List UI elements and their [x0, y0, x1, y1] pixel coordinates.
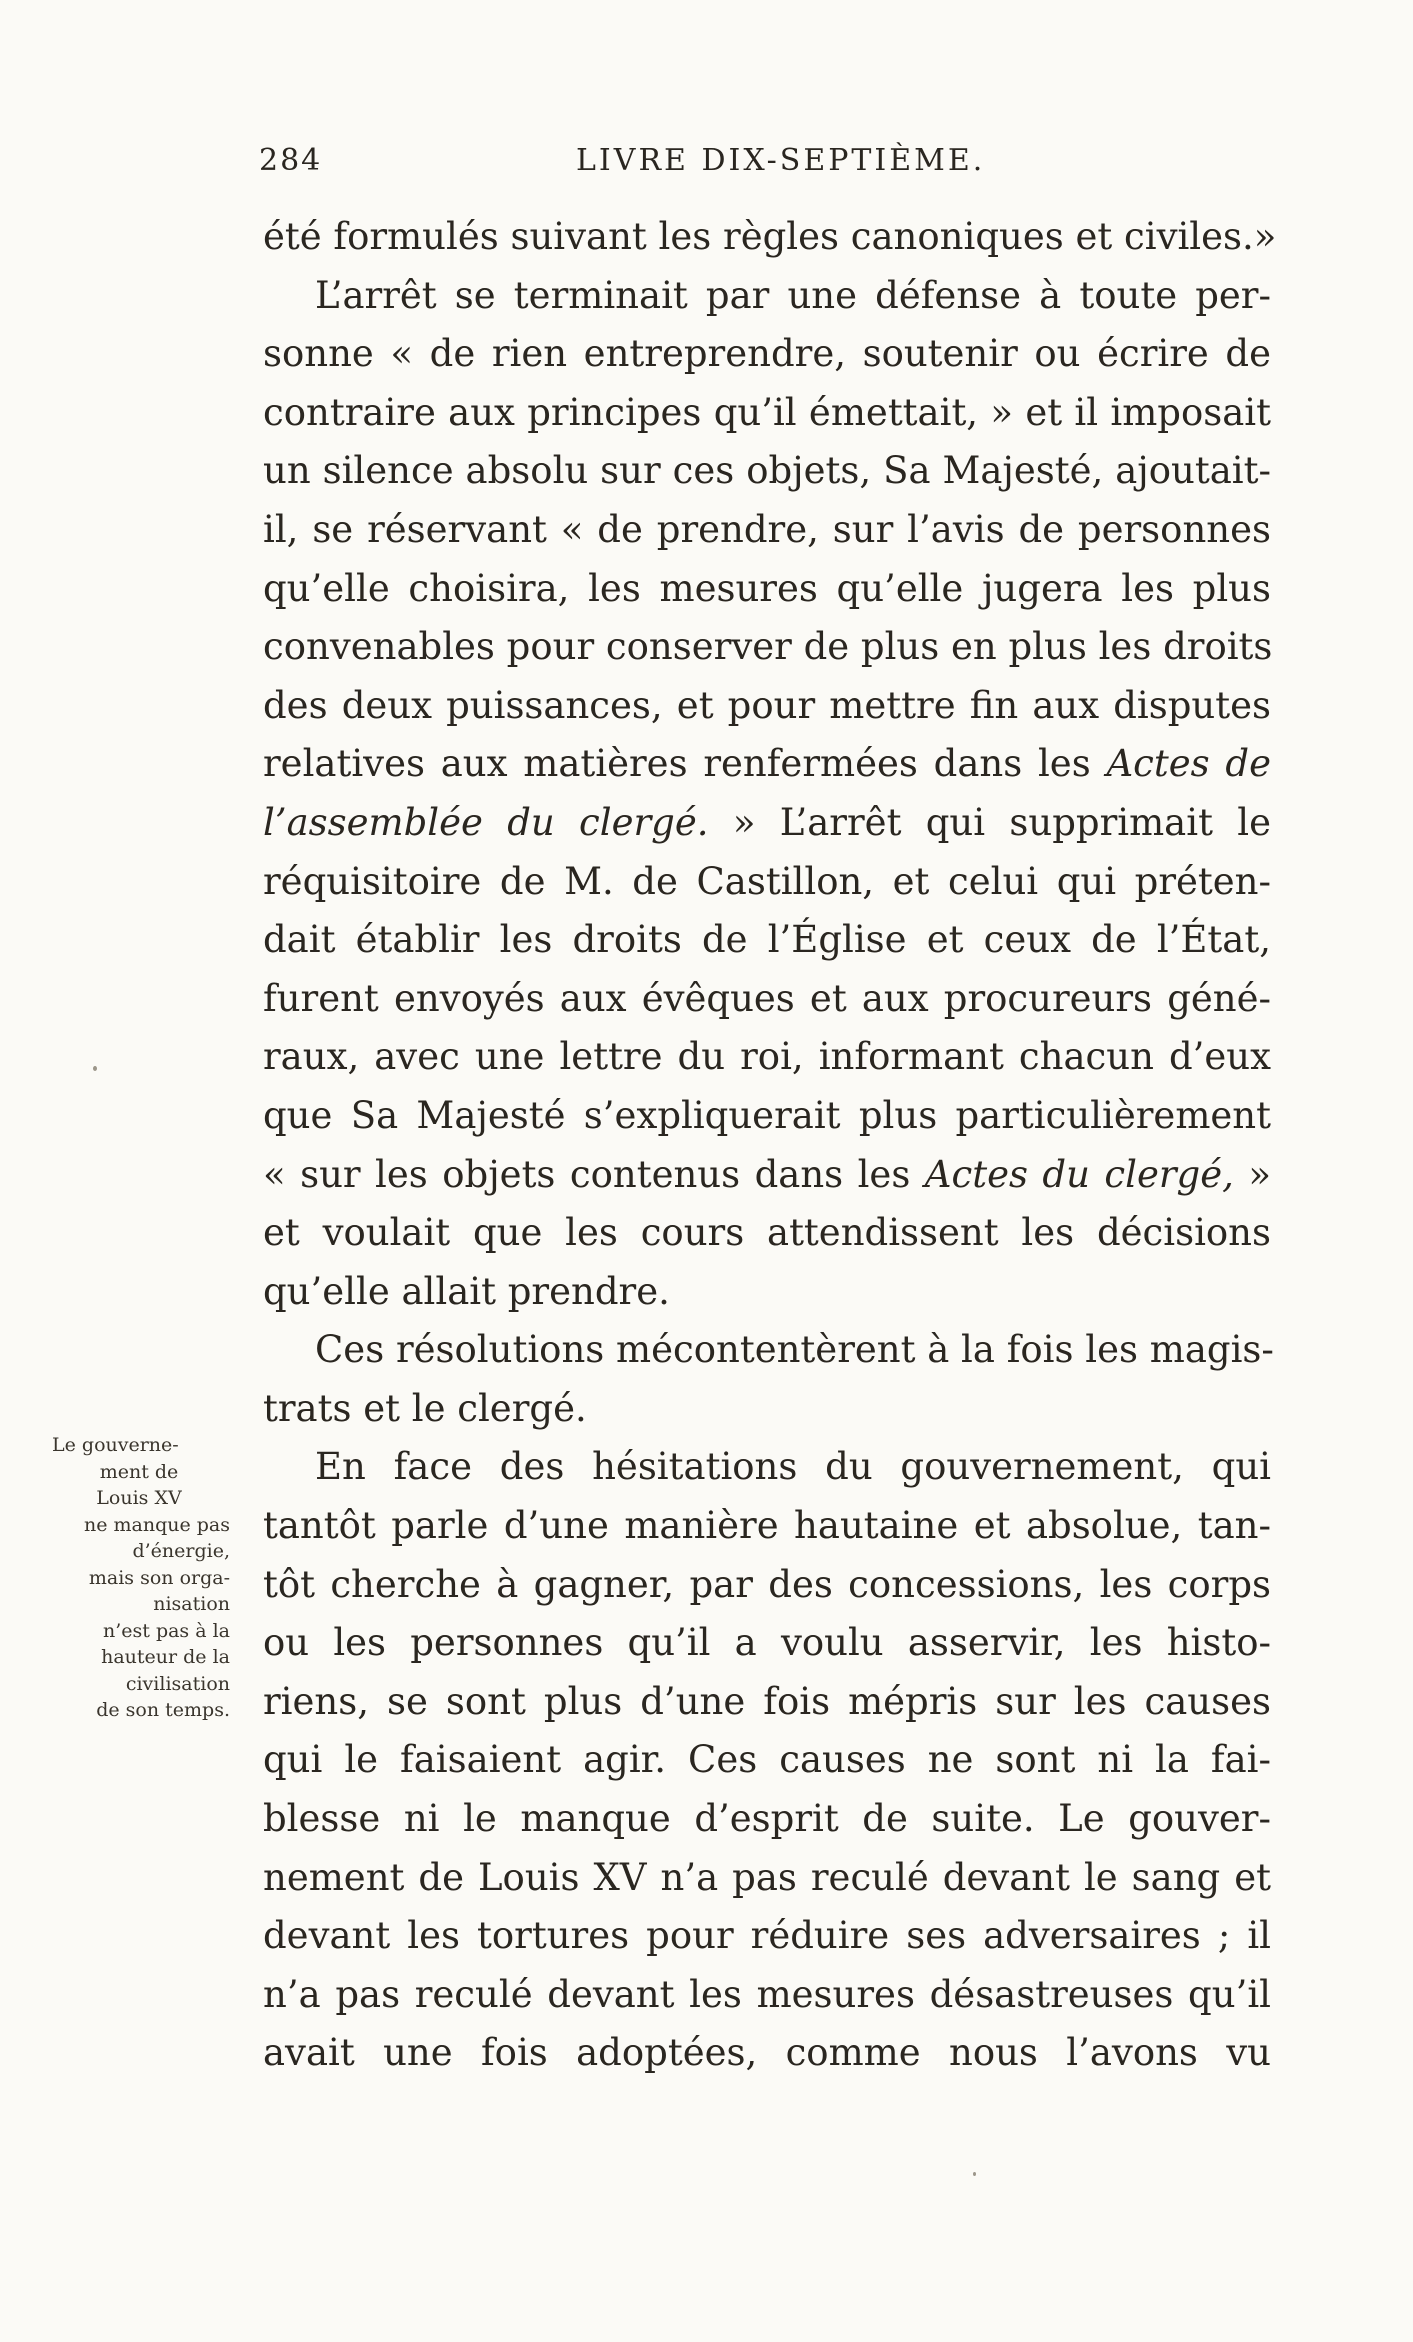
ink-speck: [973, 2172, 976, 2176]
margin-note-line: mais son orga-: [88, 1566, 230, 1589]
text-line: l’assemblée du clergé. » L’arrêt qui supprimait le: [263, 800, 1271, 844]
text-line: raux, avec une lettre du roi, informant chacun d’eux: [263, 1035, 1271, 1079]
margin-note-line: hauteur de la: [101, 1646, 230, 1668]
margin-note-line: Le gouverne-: [52, 1434, 179, 1456]
text-line: dait établir les droits de l’Église et ceux de l’État,: [263, 918, 1271, 962]
text-line: et voulait que les cours attendissent les décisions: [263, 1211, 1271, 1255]
text-line: « sur les objets contenus dans les Actes du clergé, »: [263, 1152, 1271, 1196]
text-line: devant les tortures pour réduire ses adversaires ; il: [263, 1914, 1271, 1958]
margin-note-line: ne manque pas: [83, 1513, 230, 1536]
text-line: un silence absolu sur ces objets, Sa Majesté, ajoutait-: [263, 449, 1271, 493]
margin-note-line: d’énergie,: [132, 1540, 230, 1562]
main-text: [263, 208, 1277, 2083]
margin-note-line: civilisation: [125, 1672, 230, 1695]
text-line: En face des hésitations du gouvernement, qui: [315, 1445, 1271, 1489]
margin-note-line: nisation: [153, 1593, 230, 1615]
page-number: 284: [259, 143, 323, 178]
text-line: des deux puissances, et pour mettre fin aux disputes: [263, 683, 1271, 727]
text-line: convenables pour conserver de plus en plus les droits: [263, 625, 1273, 669]
italic-title: Actes de: [1106, 742, 1271, 786]
text-line: qu’elle choisira, les mesures qu’elle jugera les plus: [263, 566, 1271, 610]
text-line: tôt cherche à gagner, par des concessions, les corps: [263, 1562, 1271, 1606]
text-line: il, se réservant « de prendre, sur l’avis de personnes: [263, 507, 1271, 551]
text-line: été formulés suivant les règles canoniques et civiles.»: [263, 215, 1277, 258]
text-line: trats et le clergé.: [263, 1386, 587, 1430]
page-header: [259, 138, 1268, 184]
text-line: furent envoyés aux évêques et aux procureurs géné-: [263, 976, 1271, 1020]
italic-title: Actes du clergé,: [924, 1152, 1234, 1196]
text-line: sonne « de rien entreprendre, soutenir ou écrire de: [263, 332, 1271, 376]
text-line: que Sa Majesté s’expliquerait plus particulièrement: [263, 1093, 1271, 1137]
text-line: nement de Louis XV n’a pas reculé devant le sang et: [263, 1855, 1271, 1899]
text-line: relatives aux matières renfermées dans les Actes de: [263, 742, 1271, 786]
text-line: n’a pas reculé devant les mesures désastreuses qu’il: [263, 1972, 1271, 2016]
text-line: blesse ni le manque d’esprit de suite. Le gouver-: [263, 1797, 1271, 1841]
running-head: LIVRE DIX-SEPTIÈME.: [576, 143, 986, 178]
text-line: qui le faisaient agir. Ces causes ne sont ni la fai-: [263, 1738, 1271, 1782]
margin-note-line: de son temps.: [96, 1699, 230, 1721]
text-line: tantôt parle d’une manière hautaine et absolue, tan-: [263, 1504, 1271, 1548]
margin-note-line: Louis XV: [96, 1487, 182, 1509]
margin-note: [48, 1432, 230, 1724]
margin-note-line: n’est pas à la: [103, 1619, 230, 1642]
text-line: L’arrêt se terminait par une défense à toute per-: [315, 273, 1271, 317]
italic-title: l’assemblée du clergé.: [263, 800, 709, 844]
text-line: avait une fois adoptées, comme nous l’avons vu: [263, 2031, 1271, 2075]
ink-speck: [93, 1066, 97, 1071]
text-line: Ces résolutions mécontentèrent à la fois les magis-: [315, 1328, 1274, 1372]
margin-note-line: ment de: [99, 1460, 179, 1483]
text-line: réquisitoire de M. de Castillon, et celui qui préten-: [263, 859, 1271, 903]
text-line: qu’elle allait prendre.: [263, 1269, 670, 1313]
text-line: ou les personnes qu’il a voulu asservir, les histo-: [263, 1621, 1271, 1665]
text-line: contraire aux principes qu’il émettait, » et il imposait: [263, 390, 1271, 434]
text-line: riens, se sont plus d’une fois mépris sur les causes: [263, 1679, 1271, 1723]
